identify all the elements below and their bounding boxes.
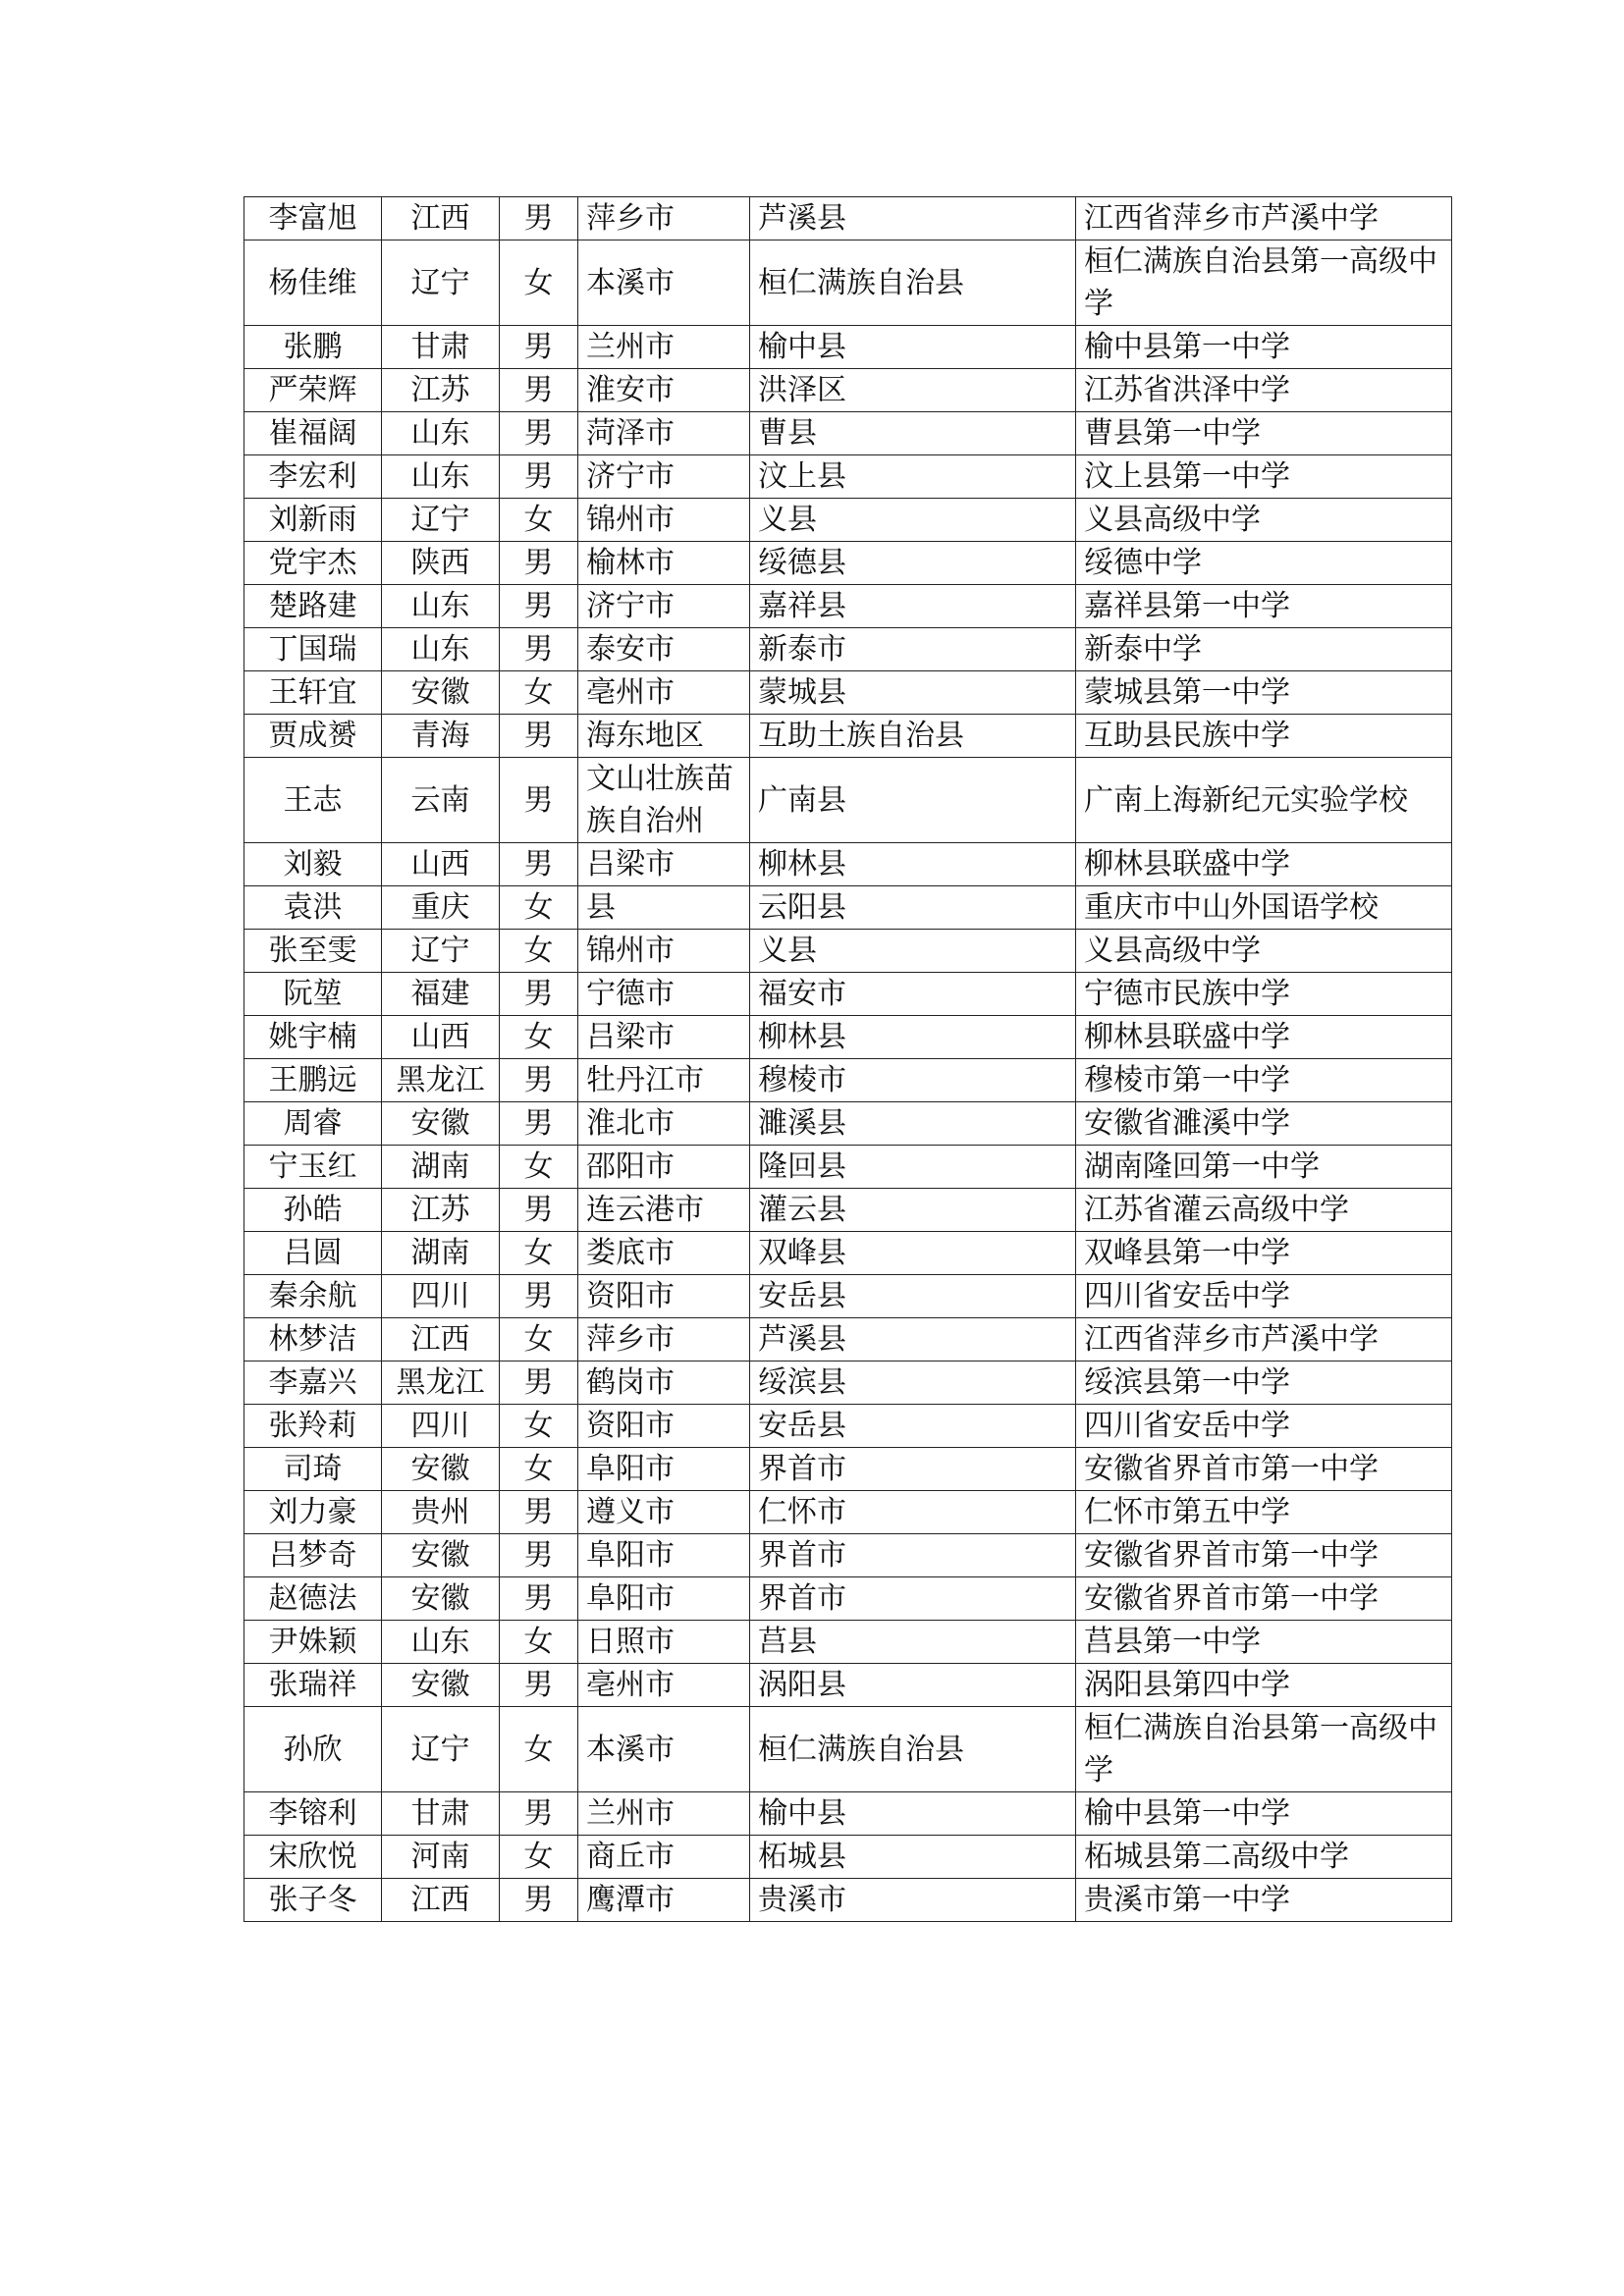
table-row — [244, 1836, 1452, 1879]
city-cell: 锦州市 — [578, 499, 750, 542]
school-cell: 蒙城县第一中学 — [1076, 671, 1452, 715]
county-cell: 义县 — [750, 930, 1076, 973]
school-cell: 义县高级中学 — [1076, 499, 1452, 542]
school-cell: 莒县第一中学 — [1076, 1621, 1452, 1664]
school-cell: 安徽省濉溪中学 — [1076, 1102, 1452, 1146]
table-row — [244, 1792, 1452, 1836]
student-name-cell: 尹姝颖 — [244, 1621, 382, 1664]
table-row — [244, 240, 1452, 326]
school-cell: 绥德中学 — [1076, 542, 1452, 585]
roster-body — [244, 197, 1452, 1922]
table-row — [244, 843, 1452, 886]
province-cell: 江西 — [382, 1879, 500, 1922]
student-name-cell: 杨佳维 — [244, 240, 382, 326]
city-cell: 连云港市 — [578, 1189, 750, 1232]
county-cell: 穆棱市 — [750, 1059, 1076, 1102]
student-name-cell: 张瑞祥 — [244, 1664, 382, 1707]
city-cell: 亳州市 — [578, 671, 750, 715]
county-cell: 互助土族自治县 — [750, 715, 1076, 758]
city-cell: 资阳市 — [578, 1275, 750, 1318]
student-name-cell: 林梦洁 — [244, 1318, 382, 1362]
city-cell: 萍乡市 — [578, 1318, 750, 1362]
city-cell: 本溪市 — [578, 240, 750, 326]
gender-cell: 女 — [500, 1621, 578, 1664]
province-cell: 黑龙江 — [382, 1059, 500, 1102]
table-row — [244, 1621, 1452, 1664]
gender-cell: 男 — [500, 326, 578, 369]
province-cell: 江苏 — [382, 369, 500, 412]
gender-cell: 男 — [500, 843, 578, 886]
school-cell: 汶上县第一中学 — [1076, 455, 1452, 499]
province-cell: 四川 — [382, 1405, 500, 1448]
city-cell: 日照市 — [578, 1621, 750, 1664]
gender-cell: 女 — [500, 886, 578, 930]
gender-cell: 女 — [500, 930, 578, 973]
school-cell: 新泰中学 — [1076, 628, 1452, 671]
school-cell: 安徽省界首市第一中学 — [1076, 1448, 1452, 1491]
table-row — [244, 326, 1452, 369]
county-cell: 新泰市 — [750, 628, 1076, 671]
student-name-cell: 丁国瑞 — [244, 628, 382, 671]
county-cell: 濉溪县 — [750, 1102, 1076, 1146]
county-cell: 涡阳县 — [750, 1664, 1076, 1707]
county-cell: 界首市 — [750, 1534, 1076, 1577]
school-cell: 桓仁满族自治县第一高级中学 — [1076, 240, 1452, 326]
county-cell: 榆中县 — [750, 326, 1076, 369]
province-cell: 安徽 — [382, 1664, 500, 1707]
county-cell: 云阳县 — [750, 886, 1076, 930]
gender-cell: 男 — [500, 1102, 578, 1146]
table-row — [244, 1318, 1452, 1362]
province-cell: 江苏 — [382, 1189, 500, 1232]
student-name-cell: 姚宇楠 — [244, 1016, 382, 1059]
city-cell: 县 — [578, 886, 750, 930]
gender-cell: 男 — [500, 1275, 578, 1318]
county-cell: 桓仁满族自治县 — [750, 1707, 1076, 1792]
city-cell: 邵阳市 — [578, 1146, 750, 1189]
gender-cell: 男 — [500, 973, 578, 1016]
student-name-cell: 李宏利 — [244, 455, 382, 499]
province-cell: 黑龙江 — [382, 1362, 500, 1405]
gender-cell: 男 — [500, 412, 578, 455]
school-cell: 仁怀市第五中学 — [1076, 1491, 1452, 1534]
city-cell: 遵义市 — [578, 1491, 750, 1534]
gender-cell: 男 — [500, 542, 578, 585]
table-row — [244, 1707, 1452, 1792]
gender-cell: 女 — [500, 1405, 578, 1448]
province-cell: 辽宁 — [382, 499, 500, 542]
gender-cell: 女 — [500, 499, 578, 542]
gender-cell: 男 — [500, 758, 578, 843]
student-name-cell: 李镕利 — [244, 1792, 382, 1836]
county-cell: 汶上县 — [750, 455, 1076, 499]
student-name-cell: 张至雯 — [244, 930, 382, 973]
city-cell: 牡丹江市 — [578, 1059, 750, 1102]
county-cell: 隆回县 — [750, 1146, 1076, 1189]
county-cell: 广南县 — [750, 758, 1076, 843]
province-cell: 云南 — [382, 758, 500, 843]
province-cell: 山东 — [382, 628, 500, 671]
gender-cell: 男 — [500, 715, 578, 758]
province-cell: 江西 — [382, 1318, 500, 1362]
gender-cell: 男 — [500, 1792, 578, 1836]
school-cell: 湖南隆回第一中学 — [1076, 1146, 1452, 1189]
school-cell: 四川省安岳中学 — [1076, 1275, 1452, 1318]
student-name-cell: 袁洪 — [244, 886, 382, 930]
table-row — [244, 1016, 1452, 1059]
table-row — [244, 1577, 1452, 1621]
province-cell: 湖南 — [382, 1232, 500, 1275]
table-row — [244, 455, 1452, 499]
gender-cell: 女 — [500, 1232, 578, 1275]
province-cell: 安徽 — [382, 1448, 500, 1491]
gender-cell: 男 — [500, 585, 578, 628]
province-cell: 陕西 — [382, 542, 500, 585]
gender-cell: 男 — [500, 1059, 578, 1102]
school-cell: 绥滨县第一中学 — [1076, 1362, 1452, 1405]
school-cell: 安徽省界首市第一中学 — [1076, 1534, 1452, 1577]
table-row — [244, 1189, 1452, 1232]
school-cell: 重庆市中山外国语学校 — [1076, 886, 1452, 930]
table-row — [244, 886, 1452, 930]
province-cell: 山东 — [382, 412, 500, 455]
county-cell: 曹县 — [750, 412, 1076, 455]
county-cell: 绥滨县 — [750, 1362, 1076, 1405]
student-name-cell: 崔福阔 — [244, 412, 382, 455]
student-name-cell: 楚路建 — [244, 585, 382, 628]
student-name-cell: 李嘉兴 — [244, 1362, 382, 1405]
student-name-cell: 周睿 — [244, 1102, 382, 1146]
city-cell: 泰安市 — [578, 628, 750, 671]
gender-cell: 男 — [500, 1189, 578, 1232]
table-row — [244, 1146, 1452, 1189]
student-name-cell: 阮堃 — [244, 973, 382, 1016]
province-cell: 安徽 — [382, 1102, 500, 1146]
county-cell: 嘉祥县 — [750, 585, 1076, 628]
county-cell: 榆中县 — [750, 1792, 1076, 1836]
student-name-cell: 贾成赟 — [244, 715, 382, 758]
county-cell: 双峰县 — [750, 1232, 1076, 1275]
city-cell: 兰州市 — [578, 326, 750, 369]
city-cell: 资阳市 — [578, 1405, 750, 1448]
gender-cell: 女 — [500, 1836, 578, 1879]
province-cell: 贵州 — [382, 1491, 500, 1534]
county-cell: 柘城县 — [750, 1836, 1076, 1879]
table-row — [244, 1405, 1452, 1448]
city-cell: 萍乡市 — [578, 197, 750, 240]
gender-cell: 女 — [500, 1016, 578, 1059]
school-cell: 江苏省灌云高级中学 — [1076, 1189, 1452, 1232]
school-cell: 宁德市民族中学 — [1076, 973, 1452, 1016]
city-cell: 阜阳市 — [578, 1577, 750, 1621]
city-cell: 阜阳市 — [578, 1534, 750, 1577]
county-cell: 桓仁满族自治县 — [750, 240, 1076, 326]
table-row — [244, 542, 1452, 585]
province-cell: 山西 — [382, 843, 500, 886]
county-cell: 安岳县 — [750, 1275, 1076, 1318]
student-name-cell: 赵德法 — [244, 1577, 382, 1621]
student-name-cell: 张子冬 — [244, 1879, 382, 1922]
school-cell: 柘城县第二高级中学 — [1076, 1836, 1452, 1879]
city-cell: 鹰潭市 — [578, 1879, 750, 1922]
county-cell: 柳林县 — [750, 843, 1076, 886]
county-cell: 芦溪县 — [750, 197, 1076, 240]
school-cell: 四川省安岳中学 — [1076, 1405, 1452, 1448]
table-row — [244, 930, 1452, 973]
city-cell: 文山壮族苗族自治州 — [578, 758, 750, 843]
gender-cell: 女 — [500, 1146, 578, 1189]
province-cell: 湖南 — [382, 1146, 500, 1189]
table-row — [244, 1362, 1452, 1405]
school-cell: 榆中县第一中学 — [1076, 326, 1452, 369]
province-cell: 山东 — [382, 585, 500, 628]
city-cell: 娄底市 — [578, 1232, 750, 1275]
table-row — [244, 499, 1452, 542]
student-name-cell: 王志 — [244, 758, 382, 843]
table-row — [244, 1664, 1452, 1707]
gender-cell: 女 — [500, 1448, 578, 1491]
province-cell: 山西 — [382, 1016, 500, 1059]
city-cell: 吕梁市 — [578, 843, 750, 886]
table-row — [244, 1534, 1452, 1577]
province-cell: 辽宁 — [382, 240, 500, 326]
student-name-cell: 刘力豪 — [244, 1491, 382, 1534]
school-cell: 双峰县第一中学 — [1076, 1232, 1452, 1275]
student-name-cell: 刘新雨 — [244, 499, 382, 542]
student-name-cell: 吕圆 — [244, 1232, 382, 1275]
school-cell: 广南上海新纪元实验学校 — [1076, 758, 1452, 843]
student-name-cell: 王轩宜 — [244, 671, 382, 715]
city-cell: 锦州市 — [578, 930, 750, 973]
province-cell: 青海 — [382, 715, 500, 758]
city-cell: 海东地区 — [578, 715, 750, 758]
city-cell: 菏泽市 — [578, 412, 750, 455]
gender-cell: 男 — [500, 197, 578, 240]
city-cell: 济宁市 — [578, 585, 750, 628]
city-cell: 兰州市 — [578, 1792, 750, 1836]
student-name-cell: 吕梦奇 — [244, 1534, 382, 1577]
table-row — [244, 585, 1452, 628]
student-name-cell: 孙欣 — [244, 1707, 382, 1792]
gender-cell: 男 — [500, 455, 578, 499]
gender-cell: 男 — [500, 1664, 578, 1707]
gender-cell: 女 — [500, 671, 578, 715]
province-cell: 山东 — [382, 1621, 500, 1664]
gender-cell: 男 — [500, 1534, 578, 1577]
county-cell: 福安市 — [750, 973, 1076, 1016]
student-name-cell: 党宇杰 — [244, 542, 382, 585]
school-cell: 贵溪市第一中学 — [1076, 1879, 1452, 1922]
student-name-cell: 张鹏 — [244, 326, 382, 369]
city-cell: 商丘市 — [578, 1836, 750, 1879]
school-cell: 桓仁满族自治县第一高级中学 — [1076, 1707, 1452, 1792]
province-cell: 甘肃 — [382, 1792, 500, 1836]
table-row — [244, 715, 1452, 758]
province-cell: 辽宁 — [382, 1707, 500, 1792]
province-cell: 河南 — [382, 1836, 500, 1879]
city-cell: 榆林市 — [578, 542, 750, 585]
province-cell: 安徽 — [382, 1577, 500, 1621]
gender-cell: 女 — [500, 1318, 578, 1362]
province-cell: 江西 — [382, 197, 500, 240]
county-cell: 绥德县 — [750, 542, 1076, 585]
table-row — [244, 1059, 1452, 1102]
county-cell: 安岳县 — [750, 1405, 1076, 1448]
school-cell: 榆中县第一中学 — [1076, 1792, 1452, 1836]
province-cell: 辽宁 — [382, 930, 500, 973]
student-name-cell: 司琦 — [244, 1448, 382, 1491]
county-cell: 芦溪县 — [750, 1318, 1076, 1362]
school-cell: 互助县民族中学 — [1076, 715, 1452, 758]
table-row — [244, 1102, 1452, 1146]
province-cell: 福建 — [382, 973, 500, 1016]
province-cell: 四川 — [382, 1275, 500, 1318]
table-row — [244, 973, 1452, 1016]
province-cell: 山东 — [382, 455, 500, 499]
province-cell: 安徽 — [382, 1534, 500, 1577]
city-cell: 阜阳市 — [578, 1448, 750, 1491]
table-row — [244, 671, 1452, 715]
city-cell: 宁德市 — [578, 973, 750, 1016]
gender-cell: 男 — [500, 1879, 578, 1922]
gender-cell: 男 — [500, 628, 578, 671]
student-name-cell: 刘毅 — [244, 843, 382, 886]
city-cell: 淮北市 — [578, 1102, 750, 1146]
school-cell: 江苏省洪泽中学 — [1076, 369, 1452, 412]
county-cell: 洪泽区 — [750, 369, 1076, 412]
school-cell: 涡阳县第四中学 — [1076, 1664, 1452, 1707]
gender-cell: 男 — [500, 1362, 578, 1405]
table-row — [244, 1448, 1452, 1491]
student-name-cell: 王鹏远 — [244, 1059, 382, 1102]
gender-cell: 男 — [500, 369, 578, 412]
county-cell: 仁怀市 — [750, 1491, 1076, 1534]
province-cell: 重庆 — [382, 886, 500, 930]
student-name-cell: 孙皓 — [244, 1189, 382, 1232]
gender-cell: 女 — [500, 240, 578, 326]
county-cell: 柳林县 — [750, 1016, 1076, 1059]
county-cell: 莒县 — [750, 1621, 1076, 1664]
table-row — [244, 197, 1452, 240]
gender-cell: 男 — [500, 1491, 578, 1534]
province-cell: 安徽 — [382, 671, 500, 715]
school-cell: 嘉祥县第一中学 — [1076, 585, 1452, 628]
city-cell: 亳州市 — [578, 1664, 750, 1707]
table-row — [244, 1275, 1452, 1318]
county-cell: 界首市 — [750, 1577, 1076, 1621]
table-row — [244, 628, 1452, 671]
city-cell: 淮安市 — [578, 369, 750, 412]
city-cell: 济宁市 — [578, 455, 750, 499]
county-cell: 灌云县 — [750, 1189, 1076, 1232]
student-name-cell: 宁玉红 — [244, 1146, 382, 1189]
table-row — [244, 369, 1452, 412]
table-row — [244, 1232, 1452, 1275]
school-cell: 义县高级中学 — [1076, 930, 1452, 973]
school-cell: 柳林县联盛中学 — [1076, 843, 1452, 886]
school-cell: 江西省萍乡市芦溪中学 — [1076, 1318, 1452, 1362]
gender-cell: 男 — [500, 1577, 578, 1621]
student-name-cell: 宋欣悦 — [244, 1836, 382, 1879]
table-row — [244, 1879, 1452, 1922]
student-roster-table — [244, 196, 1452, 1922]
city-cell: 吕梁市 — [578, 1016, 750, 1059]
student-name-cell: 张羚莉 — [244, 1405, 382, 1448]
school-cell: 江西省萍乡市芦溪中学 — [1076, 197, 1452, 240]
student-name-cell: 秦余航 — [244, 1275, 382, 1318]
school-cell: 安徽省界首市第一中学 — [1076, 1577, 1452, 1621]
table-row — [244, 1491, 1452, 1534]
school-cell: 穆棱市第一中学 — [1076, 1059, 1452, 1102]
city-cell: 鹤岗市 — [578, 1362, 750, 1405]
table-row — [244, 412, 1452, 455]
city-cell: 本溪市 — [578, 1707, 750, 1792]
county-cell: 贵溪市 — [750, 1879, 1076, 1922]
province-cell: 甘肃 — [382, 326, 500, 369]
school-cell: 柳林县联盛中学 — [1076, 1016, 1452, 1059]
student-name-cell: 李富旭 — [244, 197, 382, 240]
gender-cell: 女 — [500, 1707, 578, 1792]
county-cell: 界首市 — [750, 1448, 1076, 1491]
county-cell: 义县 — [750, 499, 1076, 542]
student-name-cell: 严荣辉 — [244, 369, 382, 412]
table-row — [244, 758, 1452, 843]
school-cell: 曹县第一中学 — [1076, 412, 1452, 455]
county-cell: 蒙城县 — [750, 671, 1076, 715]
